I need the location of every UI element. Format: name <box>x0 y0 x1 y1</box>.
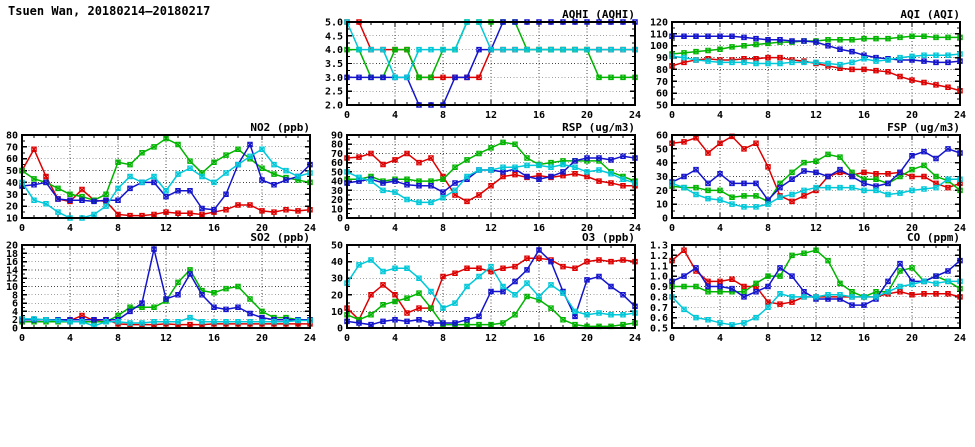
y-tick-label: 40 <box>330 176 343 188</box>
x-tick-label: 12 <box>484 223 498 234</box>
x-tick-label: 0 <box>668 333 676 344</box>
chart-o3 <box>317 231 649 350</box>
x-tick-label: 0 <box>343 223 351 234</box>
y-tick-label: 4.0 <box>324 45 343 57</box>
y-tick-label: 80 <box>655 64 668 76</box>
y-tick-label: 10 <box>655 199 668 211</box>
y-tick-label: 4.5 <box>324 31 343 43</box>
x-tick-label: 4 <box>391 223 399 234</box>
x-tick-label: 16 <box>532 110 546 121</box>
x-tick-label: 24 <box>303 333 317 344</box>
y-tick-label: 1.2 <box>649 250 668 262</box>
y-tick-label: 60 <box>330 158 343 170</box>
y-tick-label: 20 <box>655 185 668 197</box>
x-tick-label: 16 <box>857 223 871 234</box>
y-tick-label: 2.5 <box>324 86 343 98</box>
chart-no2 <box>0 121 324 240</box>
y-tick-label: 12 <box>5 273 18 285</box>
x-tick-label: 16 <box>857 333 871 344</box>
y-tick-label: 30 <box>5 189 18 201</box>
y-tick-label: 18 <box>5 248 18 260</box>
y-tick-label: 100 <box>649 41 668 53</box>
y-tick-label: 90 <box>655 53 668 65</box>
y-tick-label: 50 <box>655 100 668 112</box>
chart-svg-o3 <box>317 231 649 346</box>
y-tick-label: 16 <box>5 257 18 269</box>
y-tick-label: 70 <box>5 142 18 154</box>
x-tick-label: 20 <box>580 223 594 234</box>
x-tick-label: 8 <box>439 333 447 344</box>
chart-title: NO2 (ppb) <box>250 121 310 134</box>
chart-title: AQI (AQI) <box>900 8 960 21</box>
chart-so2 <box>0 231 324 350</box>
y-tick-label: 2.0 <box>324 100 343 112</box>
x-tick-label: 24 <box>628 223 642 234</box>
x-tick-label: 20 <box>580 333 594 344</box>
x-tick-label: 12 <box>159 223 173 234</box>
y-tick-label: 20 <box>5 201 18 213</box>
x-tick-label: 24 <box>953 333 967 344</box>
y-tick-label: 50 <box>655 144 668 156</box>
y-tick-label: 60 <box>655 130 668 142</box>
x-tick-label: 16 <box>207 333 221 344</box>
y-tick-label: 20 <box>5 240 18 252</box>
y-tick-label: 1.3 <box>649 240 668 252</box>
x-tick-label: 24 <box>953 110 967 121</box>
y-tick-label: 0 <box>336 213 343 225</box>
chart-title: AQHI (AQHI) <box>562 8 635 21</box>
chart-fsp <box>642 121 974 240</box>
chart-title: O3 (ppb) <box>582 231 635 244</box>
y-tick-label: 0.9 <box>649 282 668 293</box>
x-tick-label: 0 <box>668 223 676 234</box>
x-tick-label: 20 <box>255 333 269 344</box>
x-tick-label: 4 <box>716 110 724 121</box>
y-tick-label: 80 <box>5 130 18 142</box>
y-tick-label: 70 <box>330 148 343 160</box>
x-tick-label: 16 <box>532 333 546 344</box>
y-tick-label: 1.1 <box>649 261 668 273</box>
y-tick-label: 50 <box>330 240 343 252</box>
chart-aqhi <box>317 8 649 127</box>
x-tick-label: 4 <box>391 333 399 344</box>
x-tick-label: 20 <box>255 223 269 234</box>
x-tick-label: 16 <box>207 223 221 234</box>
y-tick-label: 90 <box>330 130 343 142</box>
chart-svg-so2 <box>0 231 324 346</box>
y-tick-label: 5.0 <box>324 17 343 29</box>
y-tick-label: 50 <box>330 167 343 179</box>
x-tick-label: 20 <box>905 110 919 121</box>
chart-title: RSP (ug/m3) <box>562 121 635 134</box>
y-tick-label: 10 <box>330 306 343 318</box>
y-tick-label: 60 <box>5 154 18 166</box>
y-tick-label: 110 <box>649 29 668 41</box>
x-tick-label: 24 <box>953 223 967 234</box>
y-tick-label: 0.5 <box>649 323 668 335</box>
chart-svg-fsp <box>642 121 974 236</box>
x-tick-label: 24 <box>628 110 642 121</box>
x-tick-label: 8 <box>114 223 122 234</box>
y-tick-label: 10 <box>5 282 18 293</box>
y-tick-label: 1.0 <box>649 271 668 283</box>
chart-svg-co <box>642 231 974 346</box>
y-tick-label: 2 <box>11 315 18 327</box>
y-tick-label: 70 <box>655 76 668 88</box>
y-tick-label: 4 <box>11 306 18 318</box>
page-title: Tsuen Wan, 20180214–20180217 <box>8 4 211 18</box>
x-tick-label: 0 <box>343 110 351 121</box>
chart-svg-no2 <box>0 121 324 236</box>
x-tick-label: 8 <box>439 110 447 121</box>
y-tick-label: 10 <box>5 213 18 225</box>
y-tick-label: 3.5 <box>324 59 343 70</box>
y-tick-label: 40 <box>655 158 668 170</box>
y-tick-label: 30 <box>330 185 343 197</box>
y-tick-label: 40 <box>330 257 343 269</box>
x-tick-label: 12 <box>809 333 823 344</box>
x-tick-label: 0 <box>18 333 26 344</box>
y-tick-label: 60 <box>655 88 668 100</box>
chart-title: FSP (ug/m3) <box>887 121 960 134</box>
chart-svg-aqi <box>642 8 974 123</box>
x-tick-label: 8 <box>439 223 447 234</box>
x-tick-label: 24 <box>303 223 317 234</box>
x-tick-label: 0 <box>343 333 351 344</box>
x-tick-label: 4 <box>716 223 724 234</box>
x-tick-label: 4 <box>66 333 74 344</box>
y-tick-label: 0 <box>661 213 668 225</box>
y-tick-label: 0.8 <box>649 292 668 304</box>
y-tick-label: 6 <box>11 298 18 310</box>
x-tick-label: 0 <box>668 110 676 121</box>
x-tick-label: 8 <box>114 333 122 344</box>
x-tick-label: 16 <box>532 223 546 234</box>
chart-co <box>642 231 974 350</box>
y-tick-label: 40 <box>5 177 18 189</box>
chart-svg-rsp <box>317 121 649 236</box>
chart-rsp <box>317 121 649 240</box>
y-tick-label: 80 <box>330 139 343 151</box>
x-tick-label: 12 <box>809 110 823 121</box>
y-tick-label: 14 <box>5 265 18 277</box>
y-tick-label: 0.6 <box>649 313 668 325</box>
chart-aqi <box>642 8 974 127</box>
series-red-line <box>672 136 960 201</box>
x-tick-label: 8 <box>764 110 772 121</box>
y-tick-label: 10 <box>330 204 343 216</box>
chart-title: CO (ppm) <box>907 231 960 244</box>
y-tick-label: 8 <box>11 290 18 302</box>
x-tick-label: 4 <box>391 110 399 121</box>
y-tick-label: 120 <box>649 17 668 29</box>
x-tick-label: 20 <box>905 223 919 234</box>
x-tick-label: 20 <box>580 110 594 121</box>
x-tick-label: 8 <box>764 223 772 234</box>
y-tick-label: 20 <box>330 290 343 302</box>
y-tick-label: 50 <box>5 166 18 178</box>
chart-title: SO2 (ppb) <box>250 231 310 244</box>
y-tick-label: 30 <box>655 172 668 183</box>
y-tick-label: 0 <box>336 323 343 335</box>
y-tick-label: 20 <box>330 195 343 207</box>
x-tick-label: 12 <box>809 223 823 234</box>
y-tick-label: 0 <box>11 323 18 335</box>
x-tick-label: 12 <box>484 333 498 344</box>
x-tick-label: 20 <box>905 333 919 344</box>
x-tick-label: 24 <box>628 333 642 344</box>
y-tick-label: 3.0 <box>324 72 343 84</box>
x-tick-label: 12 <box>159 333 173 344</box>
x-tick-label: 4 <box>716 333 724 344</box>
y-tick-label: 0.7 <box>649 302 668 314</box>
x-tick-label: 0 <box>18 223 26 234</box>
x-tick-label: 4 <box>66 223 74 234</box>
chart-svg-aqhi <box>317 8 649 123</box>
y-tick-label: 30 <box>330 273 343 285</box>
x-tick-label: 12 <box>484 110 498 121</box>
x-tick-label: 16 <box>857 110 871 121</box>
x-tick-label: 8 <box>764 333 772 344</box>
